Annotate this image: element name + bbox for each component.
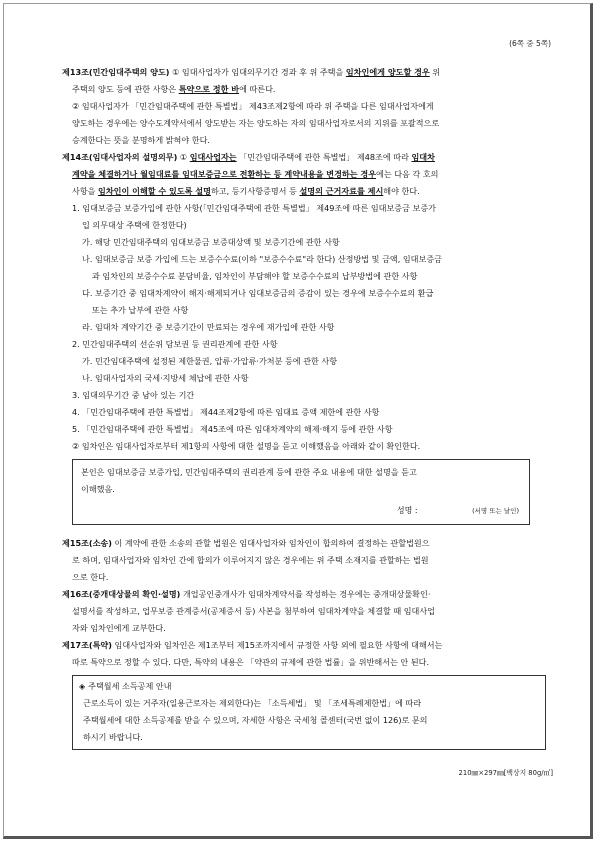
article-14-para-1 [62, 149, 550, 166]
text: 개업공인중개사가 임대차계약서를 작성하는 경우에는 중개대상물확인· [180, 589, 431, 599]
article-14-para-1-line-2 [62, 166, 550, 183]
article-17 [62, 637, 550, 654]
contract-document [62, 64, 550, 750]
article-13-para-2-line-3: 승계한다는 뜻을 분명하게 밝혀야 한다. [72, 135, 210, 145]
list-item-1-na: 나. 임대보증금 보증 가입에 드는 보증수수료(이하 "보증수수료"라 한다) 산정방법 및 금액, 임대보증금 [82, 254, 442, 264]
list-item-5: 5. 「민간임대주택에 관한 특별법」 제45조에 따른 임대차계약의 해제·해지 등에 관한 사항 [72, 424, 393, 434]
list-item-2-na: 나. 임대사업자의 국세·지방세 체납에 관한 사항 [82, 373, 249, 383]
list-item-1-da: 다. 보증기간 중 임대차계약이 해지·해제되거나 임대보증금의 증감이 있는 경우에 보증수수료의 환급 [82, 288, 434, 298]
article-13-para-1 [62, 64, 550, 81]
explanation-confirmation-box [72, 459, 530, 525]
emphasis: 계약을 체결하거나 월임대료를 임대보증금으로 전환하는 등 계약내용을 변경하는 경우 [72, 169, 377, 179]
diamond-icon: ◈ [79, 682, 86, 691]
text: 에는 다음 각 호의 [376, 169, 439, 179]
emphasis: 임대사업자는 [189, 152, 237, 162]
list-item-1-ga: 가. 해당 민간임대주택의 임대보증금 보증대상액 및 보증기간에 관한 사항 [82, 237, 340, 247]
list-item-2-ga: 가. 민간임대주택에 설정된 제한물권, 압류·가압류·가처분 등에 관한 사항 [82, 356, 338, 366]
article-16-line-3: 자와 임차인에게 교부한다. [72, 623, 166, 633]
list-item-4: 4. 「민간임대주택에 관한 특별법」 제44조제2항에 따른 임대료 증액 제한에 관한 사항 [72, 407, 380, 417]
text: 위 [429, 67, 441, 77]
list-item-1: 1. 임대보증금 보증가입에 관한 사항(「민간임대주택에 관한 특별법」 제49조에 따른 임대보증금 보증가 [72, 203, 436, 213]
signature-row [397, 502, 519, 520]
list-item-1-cont: 입 의무대상 주택에 한정한다) [82, 220, 187, 230]
emphasis: 특약으로 정한 바 [178, 84, 240, 94]
article-15-line-3: 으로 한다. [72, 572, 109, 582]
emphasis: 임차인이 이해할 수 있도록 설명 [98, 186, 211, 196]
article-15-line-2: 로 하며, 임대사업자와 임차인 간에 합의가 이루어지지 않은 경우에는 위 주택 소재지를 관할하는 법원 [72, 555, 429, 565]
article-13-para-2: ② 임대사업자가 「민간임대주택에 관한 특별법」 제43조제2항에 따라 위 주택을 다른 임대사업자에게 [72, 101, 434, 111]
text: 이 계약에 관한 소송의 관할 법원은 임대사업자와 임차인이 합의하여 결정하는 관할법원으 [111, 538, 430, 548]
list-item-1-ra: 라. 임대차 계약기간 중 보증기간이 만료되는 경우에 재가입에 관한 사항 [82, 322, 335, 332]
list-item-1-da-cont: 또는 추가 납부에 관한 사항 [92, 305, 189, 315]
text: 「민간임대주택에 관한 특별법」 제48조에 따라 [236, 152, 412, 162]
article-13-title: 제13조(민간임대주택의 양도) [62, 67, 170, 77]
spacer [62, 527, 550, 535]
text: ① 임대사업자가 임대의무기간 경과 후 위 주택을 [169, 67, 346, 77]
text: 에 따른다. [239, 84, 276, 94]
text: 하고, 등기사항증명서 등 [210, 186, 300, 196]
confirmation-text: 본인은 임대보증금 보증가입, 민간임대주택의 권리관계 등에 관한 주요 내용에 대한 설명을 듣고 [81, 467, 417, 477]
notice-title-row [79, 678, 539, 695]
emphasis: 임대차 [411, 152, 435, 162]
article-16 [62, 586, 550, 603]
article-13-para-1-line-2 [62, 81, 550, 98]
article-15 [62, 535, 550, 552]
article-16-line-2: 설명서를 작성하고, 업무보증 관계증서(공제증서 등) 사본을 첨부하여 임대차계약을 체결할 때 임대사업 [72, 606, 435, 616]
article-14-para-1-line-3 [62, 183, 550, 200]
notice-line-3: 하시기 바랍니다. [83, 732, 143, 742]
text: 사항을 [72, 186, 99, 196]
confirmation-text-line-2: 이해했음. [81, 484, 115, 494]
notice-title: 주택월세 소득공제 안내 [88, 681, 172, 691]
signature-name-label: 성명 : [396, 506, 418, 515]
article-17-line-2: 따로 특약으로 정할 수 있다. 다만, 특약의 내용은 「약관의 규제에 관한 법률」을 위반해서는 안 된다. [72, 657, 430, 667]
article-15-title: 제15조(소송) [62, 538, 112, 548]
article-17-title: 제17조(특약) [62, 640, 112, 650]
emphasis: 설명의 근거자료를 제시 [299, 186, 384, 196]
text: ① [177, 152, 190, 162]
emphasis: 임차인에게 양도할 경우 [345, 67, 430, 77]
paper-spec-footer: 210㎜×297㎜[백상지 80g/㎡] [458, 769, 553, 777]
notice-line-2: 주택월세에 대한 소득공제를 받을 수 있으며, 자세한 사항은 국세청 콜센터(국번 없이 126)로 문의 [83, 715, 428, 725]
notice-line-1: 근로소득이 있는 거주자(일용근로자는 제외한다)는 「소득세법」 및 「조세특례제한법」에 따라 [83, 698, 422, 708]
text: 주택의 양도 등에 관한 사항은 [72, 84, 179, 94]
rent-deduction-notice-box [72, 675, 546, 750]
article-16-title: 제16조(중개대상물의 확인·설명) [62, 589, 181, 599]
list-item-1-na-cont: 과 임차인의 보증수수료 분담비율, 임차인이 부담해야 할 보증수수료의 납부방법에 관한 사항 [92, 271, 418, 281]
article-13-para-2-line-2: 양도하는 경우에는 양수도계약서에서 양도받는 자는 양도하는 자의 임대사업자로서의 지위를 포괄적으로 [72, 118, 440, 128]
list-item-3: 3. 임대의무기간 중 남아 있는 기간 [72, 390, 195, 400]
list-item-2: 2. 민간임대주택의 선순위 담보권 등 권리관계에 관한 사항 [72, 339, 278, 349]
article-14-title: 제14조(임대사업자의 설명의무) [62, 152, 178, 162]
text: 임대사업자와 임차인은 제1조부터 제15조까지에서 규정한 사항 외에 필요한 사항에 대해서는 [111, 640, 443, 650]
text: 해야 한다. [383, 186, 420, 196]
page-indicator: (6쪽 중 5쪽) [509, 39, 551, 48]
signature-field[interactable]: (서명 또는 날인) [472, 507, 519, 515]
article-14-para-2: ② 임차인은 임대사업자로부터 제1항의 사항에 대한 설명을 듣고 이해했음을 아래와 같이 확인한다. [72, 441, 421, 451]
